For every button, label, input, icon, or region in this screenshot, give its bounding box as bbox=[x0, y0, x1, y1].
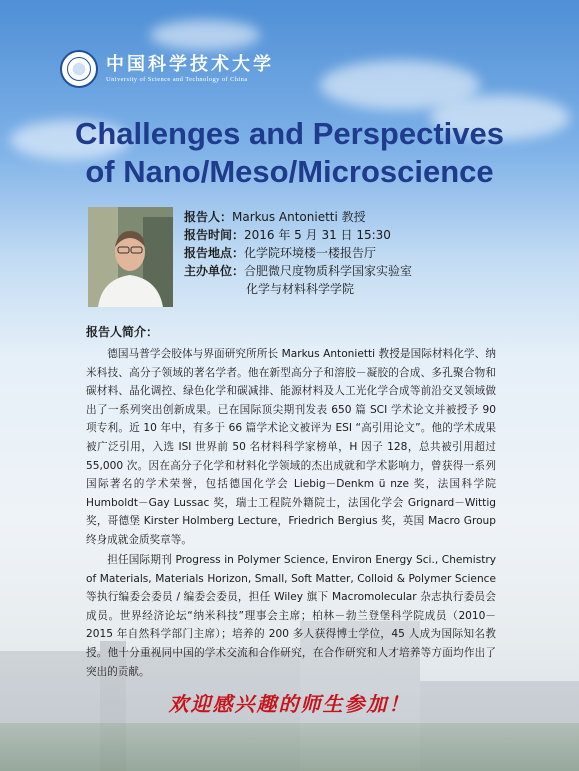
university-header bbox=[60, 50, 274, 88]
sky-cloud bbox=[150, 20, 260, 50]
poster-title-line1: Challenges and Perspectives bbox=[74, 116, 505, 151]
poster-title-line2: of Nano/Meso/Microscience bbox=[85, 154, 494, 189]
time-label: 报告时间： bbox=[184, 228, 245, 242]
host-value-2: 化学与材料科学学院 bbox=[246, 282, 355, 296]
university-name-en: University of Science and Technology of China bbox=[106, 75, 248, 83]
bio-paragraph-2: 担任国际期刊 Progress in Polymer Science, Environ Energy Sci., Chemistry of Materials, Materials Horizon, Small, Soft Matter, Colloid & Polymer Science 等执行编委会委员 / 编委会委员，担任 Wiley 旗下 Macromolecular 杂志执行委员会成员。世界经济论坛“纳米科技”理事会主席；柏林－勃兰登堡科学院成员（2010－2015 年自然科学部门主席）；培养的 200 多人获得博士学位，45 人成为国际知名教授。他十分重视同中国的学术交流和合作研究，在合作研究和人才培养等方面均作出了突出的贡献。 bbox=[86, 554, 496, 678]
time-row bbox=[184, 226, 412, 244]
host-value-1: 合肥微尺度物质科学国家实验室 bbox=[244, 264, 413, 278]
host-row-2 bbox=[184, 280, 412, 298]
location-value: 化学院环境楼一楼报告厅 bbox=[244, 246, 377, 260]
lawn bbox=[0, 723, 579, 771]
welcome-message: 欢迎感兴趣的师生参加！ bbox=[168, 692, 411, 716]
talk-info bbox=[184, 208, 412, 298]
bio-paragraph-1: 德国马普学会胶体与界面研究所所长 Markus Antonietti 教授是国际材料化学、纳米科技、高分子领域的著名学者。他在新型高分子和溶胶－凝胶的合成、多孔聚合物和碳材料、晶化调控、绿色化学和碳减排、能源材料及人工光化学合成等前沿交叉领域做出了一系列突出创新成果。已在国际顶尖期刊发表 650 篇 SCI 学术论文并被授予 90 项专利。近 10 年中，有多于 66 篇学术论文被评为 ESI “高引用论文”。他的学术成果被广泛引用，入选 ISI 世界前 50 名材料科学家榜单，H 因子 128，总共被引用超过 55,000 次。因在高分子化学和材料化学领域的杰出成就和学术影响力，曾获得一系列国际著名的学术荣誉，包括德国化学会 Liebig－Denkm ü nze 奖，法国科学院 Humboldt－Gay Lussac 奖，瑞士工程院外籍院士，法国化学会 Grignard－Wittig 奖，哥德堡 Kirster Holmberg Lecture，Friedrich Bergius 奖，英国 Macro Group 终身成就金质奖章等。 bbox=[86, 348, 496, 546]
host-row bbox=[184, 262, 412, 280]
ustc-seal-icon bbox=[60, 50, 98, 88]
speaker-row bbox=[184, 208, 412, 226]
host-label: 主办单位： bbox=[184, 264, 245, 278]
university-name-cn: 中国科学技术大学 bbox=[106, 53, 274, 75]
speaker-value: Markus Antonietti 教授 bbox=[232, 210, 366, 224]
bio-heading: 报告人简介： bbox=[86, 325, 159, 339]
speaker-photo bbox=[88, 207, 173, 307]
time-value: 2016 年 5 月 31 日 15:30 bbox=[244, 228, 391, 242]
speaker-label: 报告人： bbox=[184, 210, 233, 224]
location-label: 报告地点： bbox=[184, 246, 245, 260]
location-row bbox=[184, 244, 412, 262]
